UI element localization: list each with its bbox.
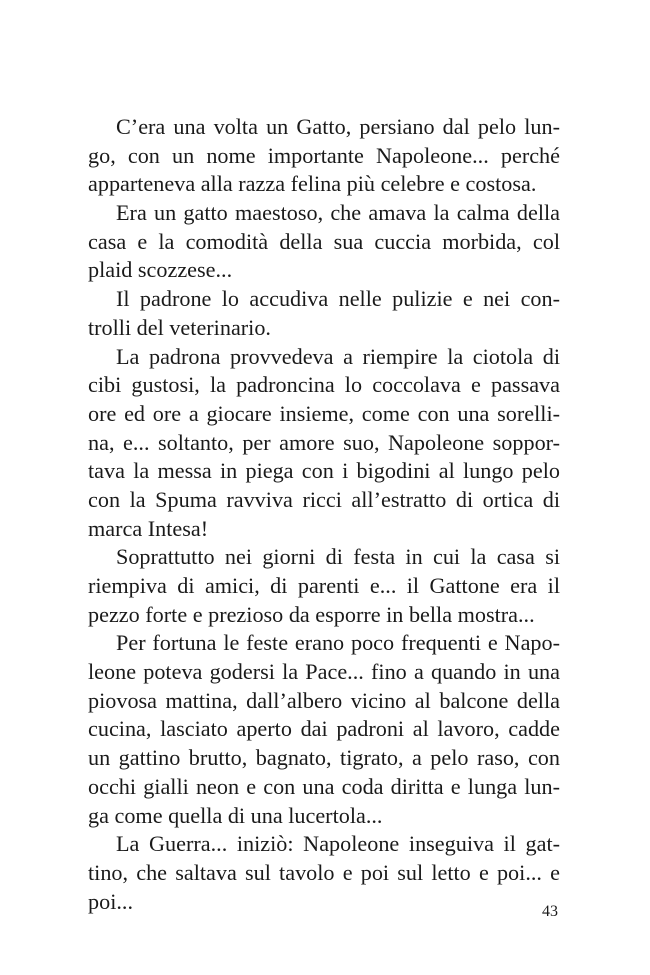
text-line: pezzo forte e prezioso da esporre in bella mostra... — [88, 601, 535, 627]
text-line: plaid scozzese... — [88, 257, 233, 283]
paragraph-3 — [88, 285, 560, 342]
text-line: Era un gatto maestoso, che amava la calma della — [116, 200, 560, 226]
text-line: con la Spuma ravviva ricci all’estratto di ortica di — [88, 486, 560, 512]
text-line: cucina, lasciato aperto dai padroni al lavoro, cadde — [88, 716, 560, 742]
text-line: un gattino brutto, bagnato, tigrato, a pelo raso, con — [88, 745, 560, 771]
paragraph-5 — [88, 543, 560, 629]
text-line: La Guerra... iniziò: Napoleone inseguiva il gat- — [116, 831, 560, 857]
text-line: occhi gialli neon e con una coda diritta e lunga lun- — [88, 773, 560, 799]
text-line: Il padrone lo accudiva nelle pulizie e nei con- — [116, 286, 560, 312]
paragraph-6 — [88, 629, 560, 830]
paragraph-7 — [88, 830, 560, 916]
text-line: go, con un nome importante Napoleone... perché — [88, 142, 560, 168]
text-line: cibi gustosi, la padroncina lo coccolava e passava — [88, 372, 560, 398]
text-line: trolli del veterinario. — [88, 314, 271, 340]
text-line: casa e la comodità della sua cuccia morbida, col — [88, 228, 560, 254]
paragraph-2 — [88, 199, 560, 285]
text-line: tava la messa in piega con i bigodini al lungo pelo — [88, 458, 560, 484]
page-number: 43 — [542, 903, 558, 920]
text-line: Per fortuna le feste erano poco frequenti e Napo- — [116, 630, 560, 656]
text-line: apparteneva alla razza felina più celebre e costosa. — [88, 171, 537, 197]
paragraph-4 — [88, 343, 560, 544]
text-line: C’era una volta un Gatto, persiano dal pelo lun- — [116, 114, 560, 139]
text-line: poi... — [88, 888, 133, 914]
text-line: na, e... soltanto, per amore suo, Napoleone soppor- — [88, 429, 560, 455]
text-line: tino, che saltava sul tavolo e poi sul letto e poi... e — [88, 859, 560, 885]
text-line: ga come quella di una lucertola... — [88, 802, 383, 828]
text-line: Soprattutto nei giorni di festa in cui la casa si — [116, 544, 560, 570]
text-line: marca Intesa! — [88, 515, 209, 541]
text-line: leone poteva godersi la Pace... fino a quando in una — [88, 659, 560, 685]
text-line: riempiva di amici, di parenti e... il Gattone era il — [88, 573, 560, 598]
text-line: piovosa mattina, dall’albero vicino al balcone della — [88, 687, 560, 713]
text-line: La padrona provvedeva a riempire la ciotola di — [116, 343, 560, 369]
text-line: ore ed ore a giocare insieme, come con una sorelli- — [88, 400, 560, 426]
body-text — [88, 113, 560, 916]
paragraph-1 — [88, 113, 560, 199]
